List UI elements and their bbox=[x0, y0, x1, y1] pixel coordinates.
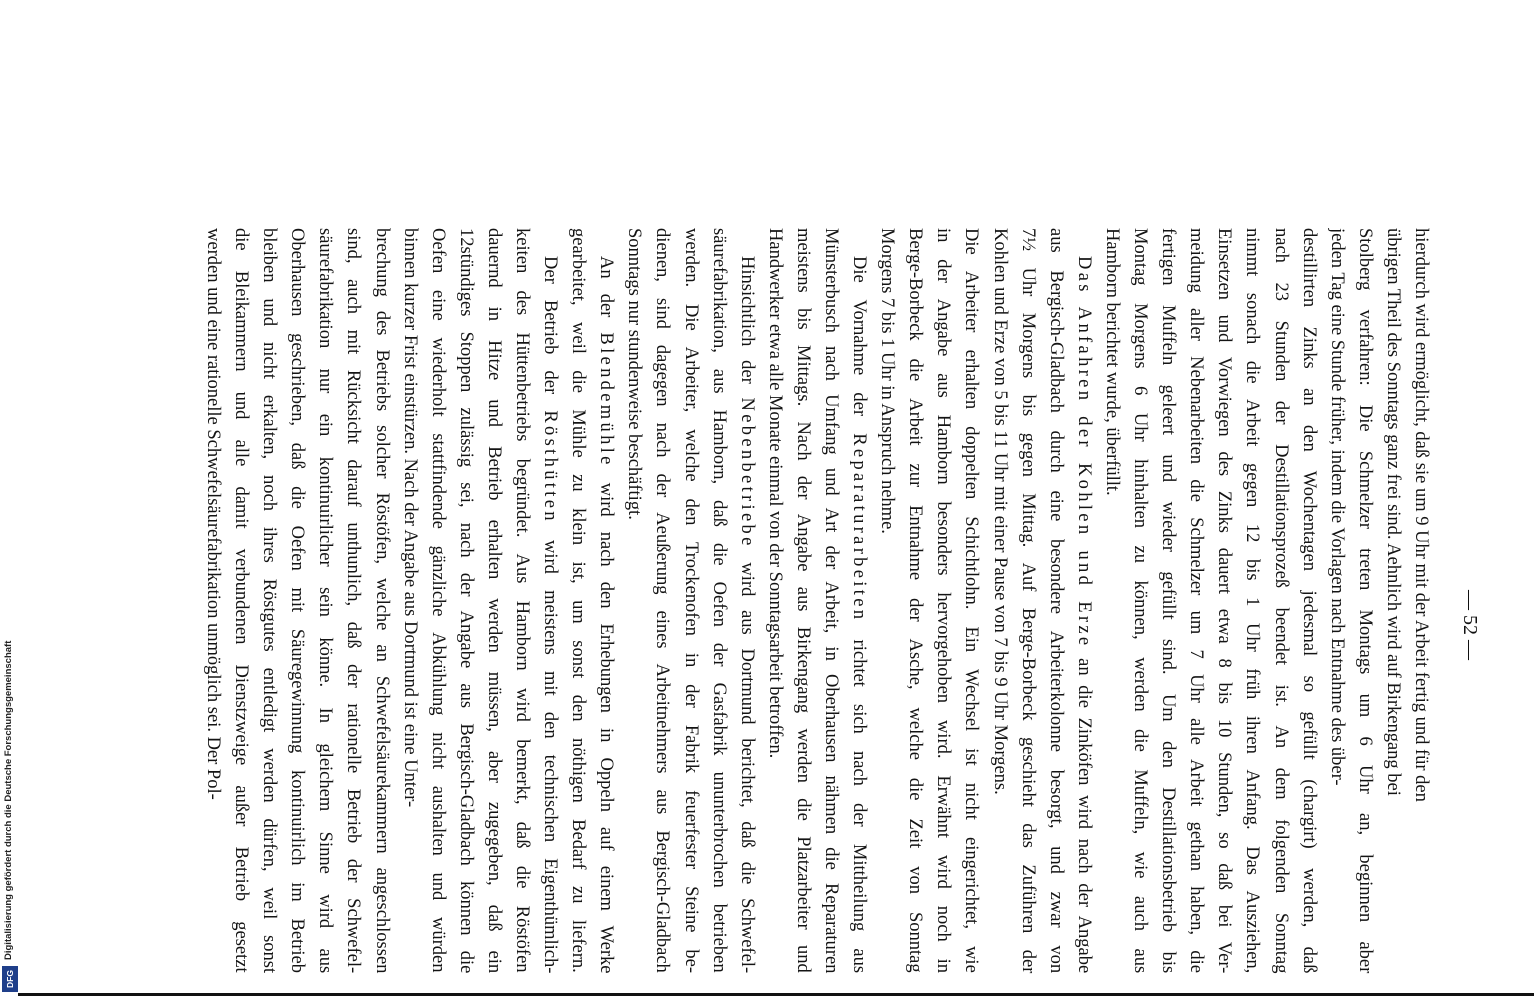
paragraph bbox=[199, 228, 564, 974]
line-text: Hamborn berichtet wurde, überfüllt. bbox=[1101, 228, 1122, 496]
line-content bbox=[255, 228, 283, 973]
text-line bbox=[901, 228, 929, 974]
text-line bbox=[283, 228, 311, 974]
line-text: brechung des Betriebs solcher Röstöfen, welche an Schwefelsäurekammern angeschlossen bbox=[371, 228, 392, 974]
line-text: fertigen Muffeln geleert und wieder gefüllt sind. Um den Destillationsbetrieb bis bbox=[1158, 228, 1179, 974]
line-content bbox=[1210, 228, 1238, 973]
text-line bbox=[1238, 228, 1266, 974]
text-line bbox=[676, 228, 704, 974]
text-line bbox=[817, 228, 845, 974]
line-text: Hinsichtlich der bbox=[736, 256, 757, 398]
line-text: nimmt sonach die Arbeit gegen 12 bis 1 Uhr früh ihren Anfang. Das Ausziehen, bbox=[1242, 228, 1263, 974]
line-text: Berge-Borbeck die Arbeit zur Entnahme der Asche, welche die Zeit von Sonntag bbox=[905, 228, 926, 973]
line-text: meidung aller Nebenarbeiten die Schmelzer um 7 Uhr alle Arbeit gethan haben, die bbox=[1186, 228, 1207, 973]
text-line bbox=[592, 228, 620, 974]
paragraph bbox=[620, 228, 760, 974]
paragraph bbox=[1098, 228, 1435, 974]
line-text: säurefabrikation nur ein kontinuirlicher sein könne. In gleichem Sinne wird aus bbox=[315, 228, 336, 974]
line-text: bleiben und nicht erkalten, noch ihres Röstgutes entledigt werden dürfen, weil sonst bbox=[259, 228, 280, 974]
line-text: die Bleikammern und alle damit verbundenen Dienstzweige außer Betrieb gesetzt bbox=[231, 228, 252, 973]
line-text: Morgens 7 bis 1 Uhr in Anspruch nehme. bbox=[877, 228, 898, 534]
line-content bbox=[1266, 228, 1294, 973]
line-content bbox=[1042, 228, 1070, 973]
emphasized-text: Nebenbetriebe bbox=[736, 397, 757, 549]
dfg-logo: DFG bbox=[2, 966, 18, 992]
line-text: nach 23 Stunden der Destillationsprozeß beendet ist. An dem folgenden Sonntag bbox=[1270, 228, 1291, 974]
line-content bbox=[592, 256, 620, 974]
text-line bbox=[789, 228, 817, 974]
line-text: gearbeitet, weil die Mühle zu klein ist, um sonst den nöthigen Bedarf zu liefern. bbox=[568, 228, 589, 973]
line-text: wird nach den Erhebungen in Oppeln auf einem Werke bbox=[596, 467, 617, 974]
text-line bbox=[1070, 228, 1098, 974]
text-line bbox=[929, 228, 957, 974]
line-content bbox=[283, 228, 311, 973]
line-text: Montag Morgens 6 Uhr hinhalten zu können, werden die Muffeln, wie auch aus bbox=[1130, 228, 1151, 974]
line-content bbox=[1295, 228, 1323, 973]
text-line bbox=[1379, 228, 1407, 974]
text-line bbox=[1266, 228, 1294, 974]
line-text: übrigen Theil des Sonntags ganz frei sind. Aehnlich wird auf Birkengang bei bbox=[1382, 228, 1403, 796]
line-text: werden. Die Arbeiter, welche den Trockenofen in der Fabrik feuerfester Steine be- bbox=[680, 228, 701, 974]
text-line bbox=[733, 228, 761, 974]
text-line bbox=[957, 228, 985, 974]
text-line bbox=[705, 228, 733, 974]
text-line bbox=[761, 228, 789, 974]
line-content bbox=[367, 228, 395, 973]
text-line bbox=[199, 228, 227, 974]
line-content bbox=[564, 228, 592, 973]
text-line bbox=[986, 228, 1014, 974]
line-text: an die Zinköfen wird nach der Angabe bbox=[1073, 648, 1094, 974]
text-line bbox=[311, 228, 339, 974]
line-text: Einsetzen und Vorwiegen des Zinks dauert etwa 8 bis 10 Stunden, so daß bei Ver- bbox=[1214, 228, 1235, 974]
digitization-watermark: Digitalisierung gefördert durch die Deutsche Forschungsgemeinschaft bbox=[3, 640, 14, 960]
line-content bbox=[396, 228, 424, 807]
emphasized-text: Das Anfahren der Kohlen und Erze bbox=[1073, 256, 1094, 649]
line-content bbox=[986, 228, 1014, 795]
line-content bbox=[789, 228, 817, 973]
line-content bbox=[620, 228, 648, 520]
line-content bbox=[339, 228, 367, 973]
line-content bbox=[1070, 256, 1098, 973]
line-text: Oberhausen geschrieben, daß die Oefen mit Säuregewinnung kontinuirlich im Betrieb bbox=[287, 228, 308, 974]
line-content bbox=[676, 228, 704, 973]
text-line bbox=[480, 228, 508, 974]
paragraph bbox=[761, 228, 873, 974]
text-line bbox=[564, 228, 592, 974]
line-text: 7½ Uhr Morgens bis gegen Mittag. Auf Berge-Borbeck geschieht das Zuführen der bbox=[1017, 228, 1038, 974]
text-line bbox=[1042, 228, 1070, 974]
text-line bbox=[536, 228, 564, 974]
line-text: werden und eine rationelle Schwefelsäurefabrikation unmöglich sei. Der Pol- bbox=[202, 228, 223, 800]
text-line bbox=[1014, 228, 1042, 974]
text-line bbox=[339, 228, 367, 974]
line-text: Sonntags nur stundenweise beschäftigt. bbox=[624, 228, 645, 520]
line-content bbox=[536, 256, 564, 973]
line-content bbox=[1351, 228, 1379, 973]
line-content bbox=[1238, 228, 1266, 973]
text-line bbox=[396, 228, 424, 974]
line-content bbox=[452, 228, 480, 973]
text-line bbox=[873, 228, 901, 974]
text-line bbox=[620, 228, 648, 974]
line-text: Die Arbeiter erhalten doppelten Schichtlohn. Ein Wechsel ist nicht eingerichtet, wie bbox=[961, 228, 982, 973]
line-content bbox=[873, 228, 901, 534]
line-content bbox=[845, 256, 873, 973]
emphasized-text: Blendemühle bbox=[596, 332, 617, 468]
line-text: Oefen eine wiederholt stattfindende gänzliche Abkühlung nicht aushalten und würden bbox=[427, 228, 448, 973]
page-number: — 52 — bbox=[1459, 590, 1481, 660]
line-text: keiten des Hüttenbetriebs begründet. Aus Hamborn wird bemerkt, daß die Röstöfen bbox=[512, 228, 532, 973]
line-content bbox=[1154, 228, 1182, 973]
line-text: jeden Tag eine Stunde früher, indem die Vorlagen nach Entnahme des über- bbox=[1326, 228, 1347, 786]
line-content bbox=[1182, 228, 1210, 973]
line-text: An der bbox=[596, 256, 617, 333]
line-text: wird meistens mit den technischen Eigenthümlich- bbox=[540, 523, 561, 974]
line-content bbox=[733, 256, 761, 973]
line-text: hierdurch wird ermöglicht, daß sie um 9 Uhr mit der Arbeit fertig und für den bbox=[1411, 228, 1431, 802]
line-text: Stolberg verfahren: Die Schmelzer treten Montags um 6 Uhr an, beginnen aber bbox=[1354, 228, 1375, 974]
line-content bbox=[957, 228, 985, 973]
text-line bbox=[255, 228, 283, 974]
line-content bbox=[761, 228, 789, 758]
line-text: 12stündiges Stoppen zulässig sei, nach der Angabe aus Bergisch-Gladbach können die bbox=[455, 228, 476, 974]
line-content bbox=[648, 228, 676, 973]
line-text: aus Bergisch-Gladbach durch eine besondere Arbeiterkolonne besorgt, und zwar von bbox=[1045, 228, 1066, 974]
line-content bbox=[1323, 228, 1351, 786]
emphasized-text: Reparaturarbeiten bbox=[849, 433, 870, 623]
line-content bbox=[901, 228, 929, 973]
text-line bbox=[452, 228, 480, 974]
text-line bbox=[1098, 228, 1126, 974]
line-text: Der Betrieb der bbox=[540, 256, 561, 411]
line-text: Kohlen und Erze von 5 bis 11 Uhr mit einer Pause von 7 bis 9 Uhr Morgens. bbox=[989, 228, 1010, 795]
line-text: in der Angabe aus Hamborn besonders hervorgehoben wird. Erwähnt wird noch in bbox=[933, 228, 954, 974]
line-content bbox=[929, 228, 957, 973]
text-line bbox=[508, 228, 536, 974]
line-content bbox=[311, 228, 339, 973]
line-text: Münsterbusch nach Umfang und Art der Arbeit, in Oberhausen nähmen die Reparaturen bbox=[821, 228, 842, 974]
emphasized-text: Rösthütten bbox=[540, 410, 561, 524]
line-text: säurefabrikation, aus Hamborn, daß die Oefen der Gasfabrik ununterbrochen betrieben bbox=[708, 228, 729, 973]
line-content bbox=[480, 228, 508, 973]
text-line bbox=[648, 228, 676, 974]
paragraph bbox=[873, 228, 1098, 974]
line-text: wird aus Dortmund berichtet, daß die Schwefel- bbox=[736, 548, 757, 974]
line-content bbox=[1014, 228, 1042, 973]
line-text: destillirten Zinks an den Wochentagen jedesmal so gefüllt (chargirt) werden, daß bbox=[1298, 228, 1319, 974]
text-line bbox=[367, 228, 395, 974]
line-content bbox=[424, 228, 452, 973]
text-line bbox=[1295, 228, 1323, 974]
paragraph bbox=[564, 228, 620, 974]
text-line bbox=[1154, 228, 1182, 974]
line-content bbox=[817, 228, 845, 973]
line-content bbox=[705, 228, 733, 973]
line-content bbox=[227, 228, 255, 973]
text-line bbox=[1323, 228, 1351, 974]
text-line bbox=[1182, 228, 1210, 974]
line-content bbox=[1126, 228, 1154, 973]
text-line bbox=[227, 228, 255, 974]
line-content bbox=[508, 228, 536, 973]
line-text: binnen kurzer Frist einstürzen. Nach der Angabe aus Dortmund ist eine Unter- bbox=[399, 228, 420, 808]
line-content bbox=[199, 228, 227, 800]
line-text: Die Vornahme der bbox=[849, 256, 870, 434]
text-line bbox=[424, 228, 452, 974]
text-line bbox=[1210, 228, 1238, 974]
line-content bbox=[1098, 228, 1126, 496]
line-text: dienen, sind dagegen nach der Aeußerung eines Arbeitnehmers aus Bergisch-Gladbach bbox=[652, 228, 673, 973]
line-text: meistens bis Mittags. Nach der Angabe aus Birkengang werden die Platzarbeiter und bbox=[792, 228, 813, 973]
line-text: dauernd in Hitze und Betrieb erhalten werden müssen, aber zugegeben, daß ein bbox=[483, 228, 504, 974]
text-line bbox=[1351, 228, 1379, 974]
page-edge-rule bbox=[18, 993, 1534, 996]
page-body bbox=[198, 228, 1435, 974]
line-content bbox=[1379, 228, 1407, 796]
line-text: sind, auch mit Rücksicht darauf unthunlich, daß der rationelle Betrieb der Schwefel- bbox=[343, 228, 364, 974]
line-text: richtet sich nach der Mittheilung aus bbox=[849, 622, 870, 974]
text-line bbox=[1407, 228, 1435, 974]
line-text: Handwerker etwa alle Monate einmal von der Sonntagsarbeit betroffen. bbox=[764, 228, 785, 759]
text-line bbox=[845, 228, 873, 974]
text-line bbox=[1126, 228, 1154, 974]
line-content bbox=[1407, 228, 1435, 802]
